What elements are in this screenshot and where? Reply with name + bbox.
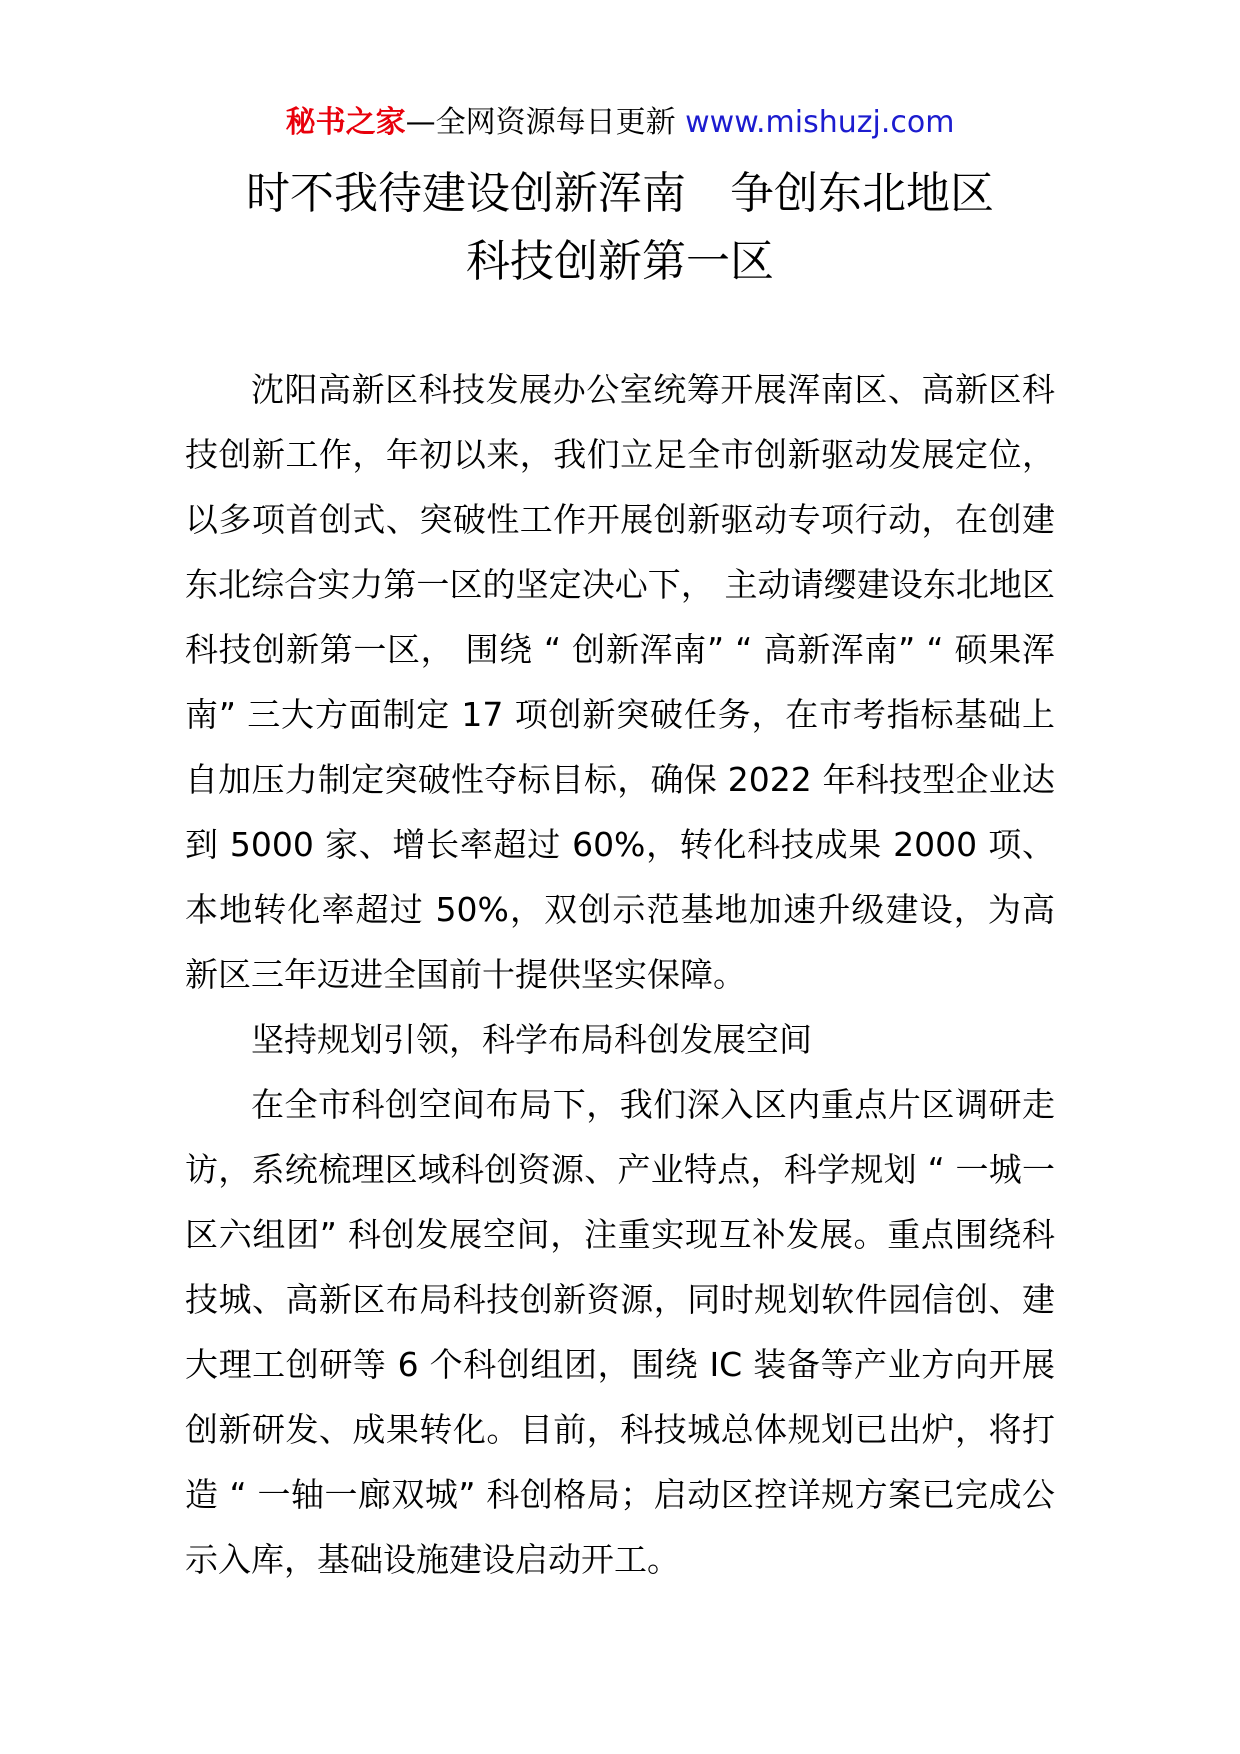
title-line-2: 科技创新第一区 <box>466 236 774 287</box>
site-url: www.mishuzj.com <box>685 105 955 140</box>
site-header <box>0 98 1240 148</box>
paragraph-planning: 在全市科创空间布局下，我们深入区内重点片区调研走访，系统梳理区域科创资源、产业特点，科学规划 “ 一城一区六组团” 科创发展空间，注重实现互补发展。重点围绕科技城、高新区布局科技创新资源，同时规划软件园信创、建大理工创研等 6 个科创组团，围绕 IC 装备等产业方向开展创新研发、成果转化。目前，科技城总体规划已出炉，将打造 “ 一轴一廊双城” 科创格局；启动区控详规方案已完成公示入库，基础设施建设启动开工。 <box>185 1085 1055 1579</box>
paragraph-intro: 沈阳高新区科技发展办公室统筹开展浑南区、高新区科技创新工作，年初以来，我们立足全市创新驱动发展定位，以多项首创式、突破性工作开展创新驱动专项行动，在创建东北综合实力第一区的坚定决心下， 主动请缨建设东北地区科技创新第一区， 围绕 “ 创新浑南” “ 高新浑南” “ 硕果浑南” 三大方面制定 17 项创新突破任务，在市考指标基础上自加压力制定突破性夺标目标，确保 2022 年科技型企业达到 5000 家、增长率超过 60%，转化科技成果 2000 项、本地转化率超过 50%，双创示范基地加速升级建设，为高新区三年迈进全国前十提供坚实保障。 <box>185 370 1055 994</box>
title-line-1: 时不我待建设创新浑南 争创东北地区 <box>246 168 994 219</box>
section-heading: 坚持规划引领，科学布局科创发展空间 <box>251 1020 812 1059</box>
brand-name: 秘书之家 <box>285 105 406 140</box>
document-body <box>185 357 1055 1592</box>
header-slogan: —全网资源每日更新 <box>405 105 676 140</box>
document-title <box>0 160 1240 296</box>
